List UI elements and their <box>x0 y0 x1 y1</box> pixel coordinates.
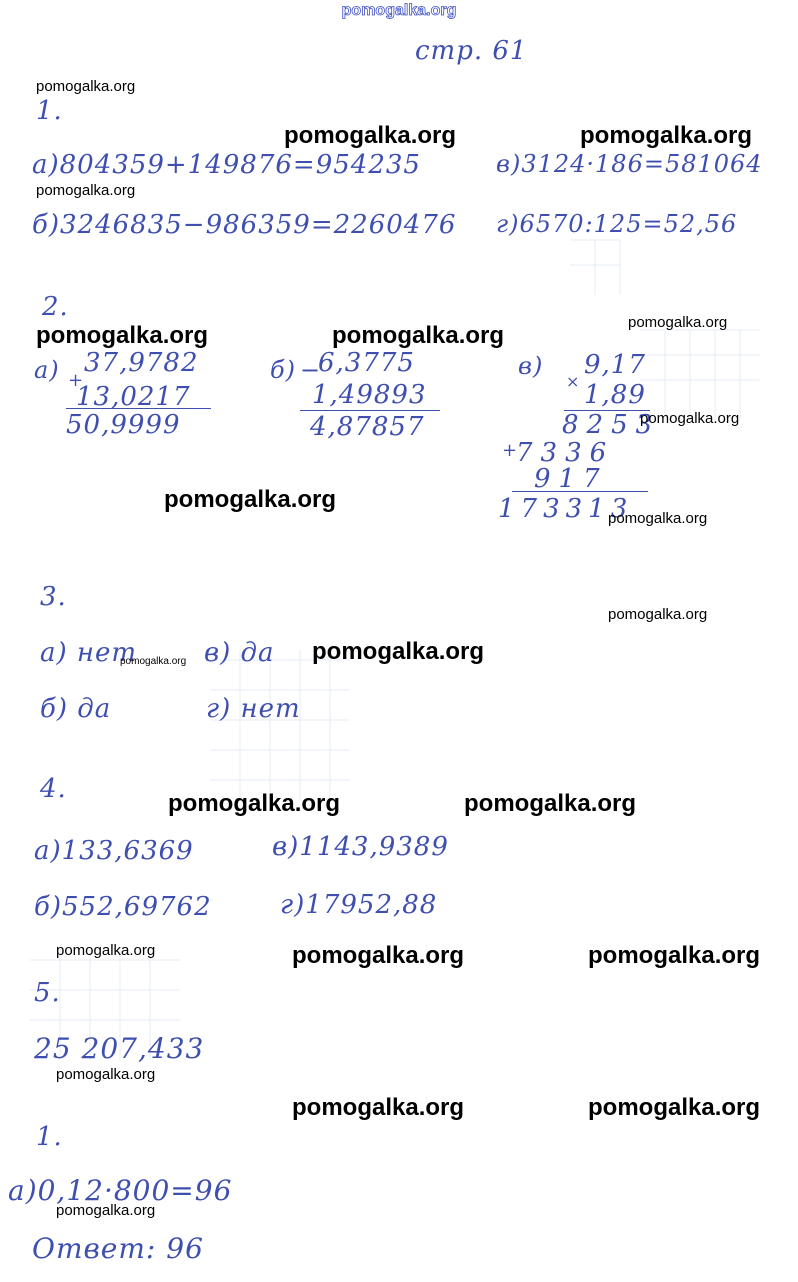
task2-v-partial-1: 8253 <box>562 410 661 440</box>
task2-a-result: 50,9999 <box>66 410 181 440</box>
task2-v-op: × <box>566 372 581 391</box>
task2-b-op: − <box>300 356 322 384</box>
task2-number: 2. <box>42 292 69 322</box>
task3-a: а) нет <box>40 638 138 668</box>
watermark: pomogalka.org <box>36 322 209 349</box>
watermark: pomogalka.org <box>36 182 136 199</box>
task2-v-label: в) <box>518 352 544 380</box>
task2-v-result: 173313 <box>498 494 634 524</box>
task4-b: б)552,69762 <box>34 892 212 922</box>
task4-g: г)17952,88 <box>280 890 438 920</box>
task2-v-sum-line <box>512 491 648 492</box>
watermark: pomogalka.org <box>284 122 457 149</box>
watermark: pomogalka.org <box>580 122 753 149</box>
task2-v-partial-3: 917 <box>534 464 608 494</box>
watermark: pomogalka.org <box>168 790 341 817</box>
task1-v: в)3124·186=581064 <box>496 150 763 178</box>
task2-a-bottom: 13,0217 <box>76 382 191 412</box>
task2-b-bottom: 1,49893 <box>312 380 427 410</box>
task2-v-plus: + <box>502 440 519 461</box>
site-header[interactable]: pomogalka.org <box>341 2 457 19</box>
task1b-answer: Ответ: 96 <box>32 1232 204 1265</box>
task3-g: г) нет <box>206 694 301 724</box>
watermark: pomogalka.org <box>640 410 740 427</box>
watermark: pomogalka.org <box>312 638 485 665</box>
task5-number: 5. <box>34 978 61 1008</box>
task2-b-label: б) <box>270 356 297 384</box>
watermark: pomogalka.org <box>120 656 187 667</box>
task3-b: б) да <box>40 694 112 724</box>
watermark: pomogalka.org <box>36 78 136 95</box>
task2-v-partial-2: 7336 <box>516 438 615 468</box>
task2-a-op: + <box>68 370 85 391</box>
watermark: pomogalka.org <box>628 314 728 331</box>
watermark: pomogalka.org <box>608 606 708 623</box>
watermark: pomogalka.org <box>56 1066 156 1083</box>
watermark: pomogalka.org <box>608 510 708 527</box>
watermark: pomogalka.org <box>292 942 465 969</box>
task4-a: а)133,6369 <box>34 836 194 866</box>
task1-a: а)804359+149876=954235 <box>32 150 421 180</box>
task3-v: в) да <box>204 638 275 668</box>
task2-a-label: а) <box>34 356 60 384</box>
task2-v-top: 9,17 <box>584 350 646 380</box>
task2-a-top: 37,9782 <box>84 348 199 378</box>
task2-a-sum-line <box>66 408 211 409</box>
watermark: pomogalka.org <box>588 1094 761 1121</box>
watermark: pomogalka.org <box>332 322 505 349</box>
page-label: стр. 61 <box>415 36 528 66</box>
watermark: pomogalka.org <box>164 486 337 513</box>
task4-v: в)1143,9389 <box>272 832 449 862</box>
task2-b-result: 4,87857 <box>310 412 425 442</box>
task2-b-top: 6,3775 <box>318 348 415 378</box>
task5-answer: 25 207,433 <box>34 1032 205 1065</box>
task1-number: 1. <box>36 96 63 126</box>
watermark: pomogalka.org <box>588 942 761 969</box>
task1-g: г)6570:125=52,56 <box>496 210 738 238</box>
task2-b-diff-line <box>300 410 440 411</box>
task4-number: 4. <box>40 774 67 804</box>
task1b-number: 1. <box>36 1122 63 1152</box>
watermark: pomogalka.org <box>56 942 156 959</box>
task2-v-bottom: 1,89 <box>584 380 646 410</box>
watermark: pomogalka.org <box>292 1094 465 1121</box>
watermark: pomogalka.org <box>56 1202 156 1219</box>
watermark: pomogalka.org <box>464 790 637 817</box>
task1b-a: а)0,12·800=96 <box>8 1174 233 1207</box>
task3-number: 3. <box>40 582 67 612</box>
task1-b: б)3246835−986359=2260476 <box>32 210 457 240</box>
